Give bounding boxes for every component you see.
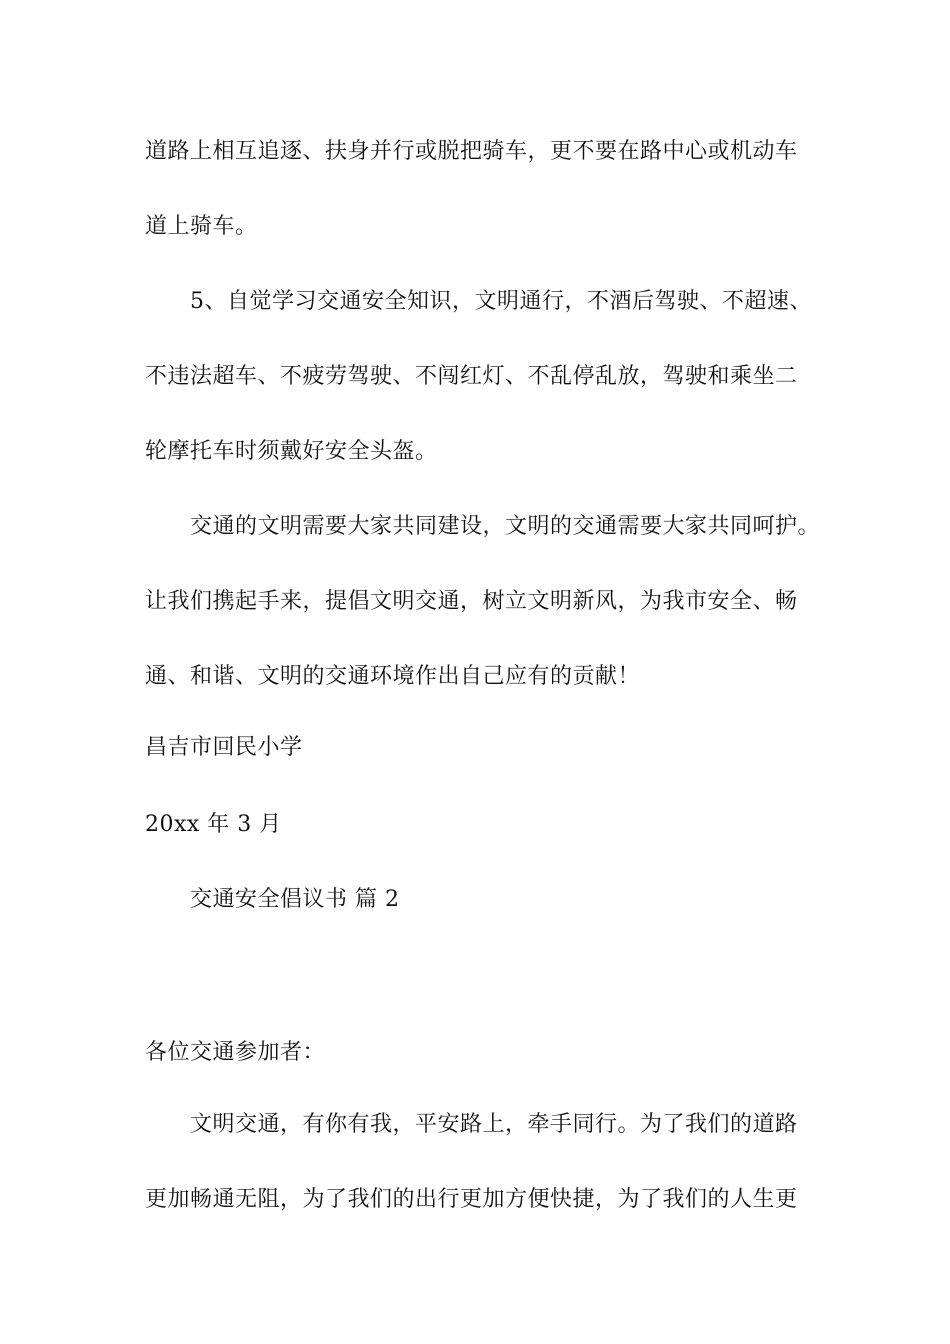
paragraph-line: 文明交通，有你有我，平安路上，牵手同行。为了我们的道路: [190, 1112, 798, 1137]
paragraph-line: 道上骑车。: [145, 214, 258, 239]
paragraph-line: 交通的文明需要大家共同建设，文明的交通需要大家共同呵护。: [190, 514, 821, 539]
paragraph-line: 轮摩托车时须戴好安全头盔。: [145, 439, 438, 464]
signature-organization: 昌吉市回民小学: [145, 735, 303, 760]
salutation: 各位交通参加者：: [145, 1040, 326, 1065]
paragraph-line: 5、自觉学习交通安全知识，文明通行，不酒后驾驶、不超速、: [190, 289, 812, 314]
signature-date: 20xx 年 3 月: [145, 812, 282, 837]
paragraph-line: 通、和谐、文明的交通环境作出自己应有的贡献！: [145, 664, 641, 689]
paragraph-line: 更加畅通无阻，为了我们的出行更加方便快捷，为了我们的人生更: [145, 1187, 798, 1212]
paragraph-line: 让我们携起手来，提倡文明交通，树立文明新风，为我市安全、畅: [145, 589, 798, 614]
paragraph-line: 道路上相互追逐、扶身并行或脱把骑车，更不要在路中心或机动车: [145, 139, 798, 164]
section-title: 交通安全倡议书 篇 2: [190, 887, 400, 912]
paragraph-line: 不违法超车、不疲劳驾驶、不闯红灯、不乱停乱放，驾驶和乘坐二: [145, 364, 798, 389]
